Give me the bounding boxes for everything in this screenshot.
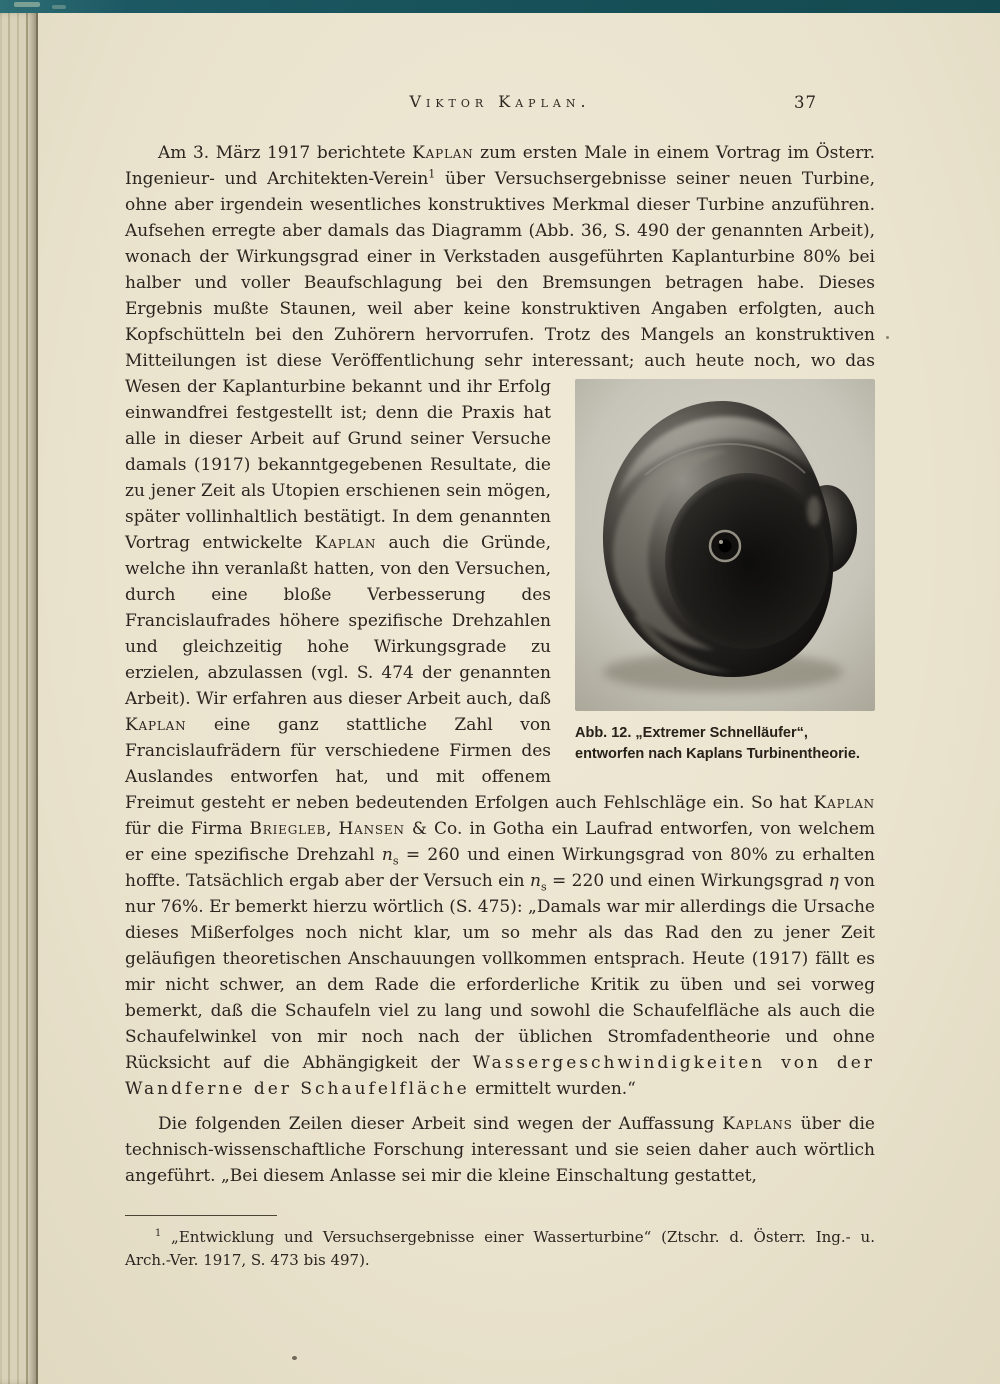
footnote-text: „Entwicklung und Versuchsergebnisse einer Wasserturbine“ (Ztschr. d. Österr. Ing.- u. Arch.-Ver. 1917, S. 473 bis 497).	[125, 1228, 875, 1269]
footnote-marker: 1	[155, 1228, 162, 1239]
paragraph-main-lead: Am 3. März 1917 berichtete Kaplan zum ersten Male in einem Vortrag im Österr. Ingenieur- und Architekten-Verein$^1$ über Versuchsergebnisse seiner neuen Turbine, ohne aber irgendein wesentliches konstruktives Merkmal dieser Turbine anzuführen. Aufsehen erregte aber damals das Diagramm (Abb. 36, S. 490 der genannten Arbeit), wonach der Wirkungsgrad einer in Verkstaden ausgeführten Kaplanturbine 80% bei halber und voller Beaufschlagung bei den Bremsungen betragen habe. Dieses Ergebnis mußte Staunen, weil aber keine konstruktiven Angaben erfolgten, auch Kopfschütteln bei den Zuhörern hervorrufen. Trotz des Mangels an konstruktiven Mitteilungen ist diese Veröffentlichung sehr interessant; auch heute noch, wo das Wesen der Kaplanturbine bekannt und ihr Erfolg	[125, 143, 875, 397]
footnote	[125, 1226, 875, 1272]
paragraph-closing	[125, 1111, 875, 1189]
page-number: 37	[794, 93, 817, 112]
figure-abb-12	[575, 379, 875, 765]
page-block-edges	[0, 13, 38, 1384]
paragraph-closing-text: Die folgenden Zeilen dieser Arbeit sind wegen der Auffassung Kaplans über die technisch-wissenschaftliche Forschung interessant und sie seien daher auch wörtlich angeführt. „Bei diesem Anlasse sei mir die kleine Einschaltung gestattet,	[125, 1114, 875, 1186]
ink-speck	[292, 1356, 297, 1360]
paragraph-main-rest: einwandfrei festgestellt ist; denn die Praxis hat alle in dieser Arbeit auf Grund seiner Versuche damals (1917) bekanntgegebenen Resultate, die zu jener Zeit als Utopien erschienen sein mögen, später vollinhaltlich bestätigt. In dem genannten Vortrag entwickelte Kaplan auch die Gründe, welche ihn veranlaßt hatten, von den Versuchen, durch eine bloße Verbesserung des Francislaufrades höhere spezifische Drehzahlen und gleichzeitig hohe Wirkungsgrade zu erzielen, abzulassen (vgl. S. 474 der genannten Arbeit). Wir erfahren aus dieser Arbeit auch, daß Kaplan eine ganz stattliche Zahl von Francislaufrädern für verschiedene Firmen des Auslandes entworfen hat, und mit offenem Freimut gesteht er neben bedeutenden Erfolgen auch Fehlschläge ein. So hat Kaplan für die Firma Briegleb, Hansen & Co. in Gotha ein Laufrad entworfen, von welchem er eine spezifische Drehzahl $n_s = 260$ und einen Wirkungsgrad von 80% zu erhalten hoffte. Tatsächlich ergab aber der Versuch ein $n_s = 220$ und einen Wirkungsgrad η von nur 76%. Er bemerkt hierzu wörtlich (S. 475): „Damals war mir allerdings die Ursache dieses Mißerfolges noch nicht klar, um so mehr als das Rad den zu jener Zeit geläufigen theoretischen Anschauungen vollkommen entsprach. Heute (1917) fällt es mir nicht schwer, an dem Rade die erforderliche Kritik zu üben und sei vorweg bemerkt, daß die Schaufeln viel zu lang und sowohl die Schaufelfläche als auch die Schaufelwinkel von mir noch nach der üblichen Stromfadentheorie und ohne Rücksicht auf die Abhängigkeit der Wassergeschwindigkeiten von der Wandferne der Schaufelfläche ermittelt wurden.“	[125, 403, 875, 1099]
turbine-runner-photo	[575, 379, 875, 711]
footnote-rule	[125, 1215, 277, 1216]
figure-caption: Abb. 12. „Extremer Schnelläufer“, entworfen nach Kaplans Turbinentheorie.	[575, 725, 860, 762]
paragraph-main	[125, 140, 875, 1102]
article-body	[125, 140, 875, 1272]
cover-wear-mark	[14, 2, 40, 7]
page-content	[125, 92, 875, 1272]
running-header: Viktor Kaplan.	[409, 92, 591, 111]
ink-speck	[886, 336, 889, 339]
cover-wear-mark	[52, 5, 66, 9]
book-cover-edge	[0, 0, 1000, 13]
page-header	[125, 92, 875, 118]
